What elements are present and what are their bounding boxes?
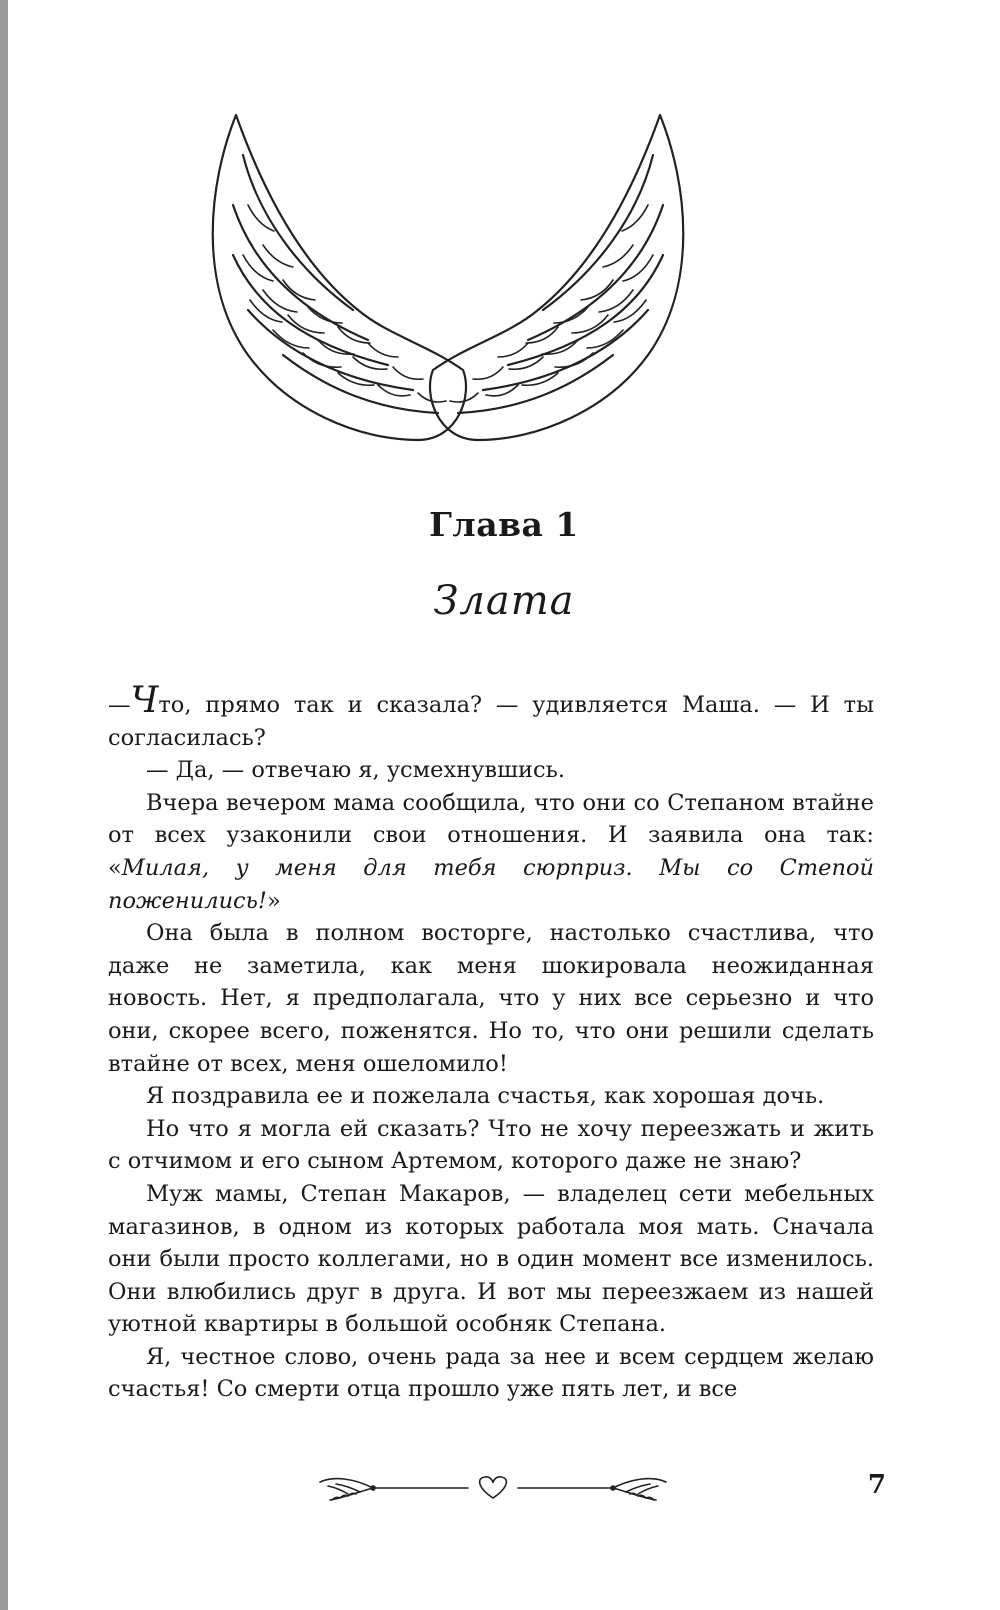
quoted-italic-text: Милая, у меня для тебя сюрприз. Мы со Степой поженились!: [108, 854, 874, 914]
chapter-title: Глава 1: [429, 505, 579, 544]
book-page: [8, 0, 1000, 1610]
paragraph: Я, честное слово, очень рада за нее и всем сердцем желаю счастья! Со смерти отца прошло уже пять лет, и все: [108, 1343, 874, 1403]
drop-cap: Ч: [130, 680, 159, 721]
angel-wings-icon: [188, 95, 708, 475]
paragraph: Я поздравила ее и пожелала счастья, как хорошая дочь.: [146, 1083, 825, 1110]
paragraph-text: Вчера вечером мама сообщила, что они со Степаном втайне от всех узаконили свои отношения. И заявила она так: «: [108, 789, 874, 881]
paragraph: — Да, — отвечаю я, усмехнувшись.: [146, 757, 565, 784]
paragraph: [108, 680, 874, 754]
chapter-subtitle: Злата: [433, 578, 575, 624]
opening-dash: —: [108, 692, 131, 718]
paragraph: [108, 787, 874, 917]
closing-quote: »: [266, 887, 281, 914]
page-edge: [0, 0, 8, 1610]
page-number: 7: [867, 1470, 886, 1500]
paragraph: Но что я могла ей сказать? Что не хочу переезжать и жить с отчимом и его сыном Артемом, которого даже не знаю?: [108, 1115, 874, 1175]
paragraph: Она была в полном восторге, настолько счастлива, что даже не заметила, как меня шокировала неожиданная новость. Нет, я предполагала, что у них все серьезно и что они, скорее всего, поженятся. Но то, что они решили сделать втайне от всех, меня ошеломило!: [108, 920, 874, 1077]
chapter-body: [108, 680, 874, 1406]
paragraph: Муж мамы, Степан Макаров, — владелец сети мебельных магазинов, в одном из которых работала моя мать. Сначала они были просто коллегами, но в один момент все изменилось. Они влюбились друг в друга. И вот мы переезжаем из нашей уютной квартиры в большой особняк Степана.: [108, 1180, 874, 1338]
paragraph-text: то, прямо так и сказала? — удивляется Маша. — И ты согласилась?: [108, 692, 874, 751]
wings-heart-ornament-icon: [318, 1470, 668, 1510]
